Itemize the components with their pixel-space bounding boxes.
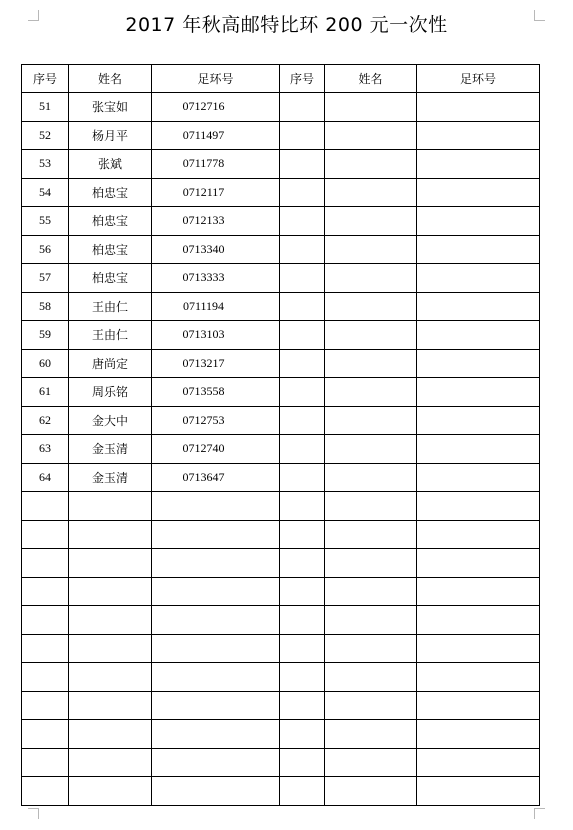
empty-cell (69, 577, 152, 606)
empty-cell (417, 606, 540, 635)
table-row (22, 207, 540, 236)
empty-cell (417, 264, 540, 293)
empty-cell (325, 606, 417, 635)
ring-number: 0711497 (182, 127, 225, 142)
ring-cell (152, 406, 280, 435)
empty-cell (325, 292, 417, 321)
seq-cell: 60 (22, 349, 69, 378)
table-row (22, 150, 540, 179)
empty-cell (152, 691, 280, 720)
empty-cell (280, 663, 325, 692)
empty-cell (325, 492, 417, 521)
empty-cell (280, 463, 325, 492)
empty-cell (325, 264, 417, 293)
name-cell: 王由仁 (69, 292, 152, 321)
empty-cell (325, 378, 417, 407)
table-row-empty (22, 549, 540, 578)
table-row-empty (22, 663, 540, 692)
table-row (22, 435, 540, 464)
name-cell: 杨月平 (69, 121, 152, 150)
table-row (22, 292, 540, 321)
empty-cell (152, 492, 280, 521)
empty-cell (325, 748, 417, 777)
empty-cell (152, 606, 280, 635)
table-row-empty (22, 520, 540, 549)
empty-cell (417, 577, 540, 606)
empty-cell (280, 435, 325, 464)
table-row-empty (22, 577, 540, 606)
empty-cell (325, 520, 417, 549)
empty-cell (152, 748, 280, 777)
empty-cell (69, 634, 152, 663)
seq-cell: 52 (22, 121, 69, 150)
empty-cell (325, 406, 417, 435)
ring-number: 0713333 (182, 270, 225, 285)
ring-cell (152, 378, 280, 407)
empty-cell (417, 178, 540, 207)
empty-cell (417, 121, 540, 150)
empty-cell (417, 321, 540, 350)
ring-number: 0711194 (182, 298, 225, 313)
empty-cell (280, 150, 325, 179)
empty-cell (69, 777, 152, 806)
table-row-empty (22, 777, 540, 806)
seq-cell: 59 (22, 321, 69, 350)
name-cell: 金大中 (69, 406, 152, 435)
empty-cell (152, 663, 280, 692)
empty-cell (69, 492, 152, 521)
empty-cell (280, 378, 325, 407)
empty-cell (152, 777, 280, 806)
name-cell: 周乐铭 (69, 378, 152, 407)
empty-cell (325, 121, 417, 150)
empty-cell (417, 235, 540, 264)
empty-cell (280, 406, 325, 435)
empty-cell (325, 178, 417, 207)
roster-table (21, 64, 540, 806)
empty-cell (325, 720, 417, 749)
empty-cell (69, 748, 152, 777)
empty-cell (280, 520, 325, 549)
empty-cell (152, 520, 280, 549)
empty-cell (280, 292, 325, 321)
header-name-right: 姓名 (325, 65, 417, 93)
ring-cell (152, 264, 280, 293)
seq-cell: 54 (22, 178, 69, 207)
empty-cell (152, 634, 280, 663)
seq-cell: 56 (22, 235, 69, 264)
empty-cell (325, 577, 417, 606)
ring-cell (152, 150, 280, 179)
empty-cell (417, 492, 540, 521)
empty-cell (417, 292, 540, 321)
seq-cell: 51 (22, 93, 69, 122)
empty-cell (325, 349, 417, 378)
seq-cell: 64 (22, 463, 69, 492)
seq-cell: 53 (22, 150, 69, 179)
ring-number: 0712740 (182, 441, 225, 456)
name-cell: 张斌 (69, 150, 152, 179)
name-cell: 柏忠宝 (69, 178, 152, 207)
table-row (22, 321, 540, 350)
empty-cell (325, 207, 417, 236)
empty-cell (69, 549, 152, 578)
ring-cell (152, 207, 280, 236)
empty-cell (22, 520, 69, 549)
empty-cell (69, 606, 152, 635)
table-row (22, 463, 540, 492)
ring-number: 0712117 (182, 184, 225, 199)
empty-cell (417, 435, 540, 464)
empty-cell (417, 349, 540, 378)
header-name-left: 姓名 (69, 65, 152, 93)
empty-cell (280, 634, 325, 663)
empty-cell (325, 321, 417, 350)
name-cell: 王由仁 (69, 321, 152, 350)
table-row (22, 178, 540, 207)
empty-cell (22, 606, 69, 635)
empty-cell (152, 577, 280, 606)
ring-cell (152, 178, 280, 207)
name-cell: 张宝如 (69, 93, 152, 122)
empty-cell (280, 691, 325, 720)
empty-cell (325, 663, 417, 692)
empty-cell (22, 663, 69, 692)
empty-cell (69, 663, 152, 692)
ring-cell (152, 435, 280, 464)
empty-cell (325, 463, 417, 492)
table-row (22, 93, 540, 122)
table-row (22, 264, 540, 293)
seq-cell: 55 (22, 207, 69, 236)
seq-cell: 58 (22, 292, 69, 321)
crop-mark-bottom-left (28, 808, 39, 819)
empty-cell (325, 150, 417, 179)
empty-cell (280, 606, 325, 635)
table-row-empty (22, 691, 540, 720)
name-cell: 柏忠宝 (69, 207, 152, 236)
empty-cell (325, 777, 417, 806)
empty-cell (417, 150, 540, 179)
empty-cell (325, 549, 417, 578)
ring-cell (152, 292, 280, 321)
ring-cell (152, 235, 280, 264)
empty-cell (325, 235, 417, 264)
name-cell: 金玉清 (69, 435, 152, 464)
ring-number: 0713217 (182, 355, 225, 370)
empty-cell (280, 207, 325, 236)
empty-cell (22, 777, 69, 806)
empty-cell (22, 748, 69, 777)
empty-cell (280, 577, 325, 606)
empty-cell (417, 378, 540, 407)
ring-cell (152, 321, 280, 350)
empty-cell (280, 321, 325, 350)
empty-cell (417, 777, 540, 806)
empty-cell (280, 121, 325, 150)
seq-cell: 63 (22, 435, 69, 464)
header-ring-right: 足环号 (417, 65, 540, 93)
table-row-empty (22, 634, 540, 663)
ring-cell (152, 93, 280, 122)
empty-cell (417, 463, 540, 492)
crop-mark-bottom-right (534, 808, 545, 819)
empty-cell (22, 492, 69, 521)
empty-cell (22, 549, 69, 578)
empty-cell (417, 549, 540, 578)
name-cell: 唐尚定 (69, 349, 152, 378)
empty-cell (69, 520, 152, 549)
ring-cell (152, 463, 280, 492)
ring-number: 0712753 (182, 412, 225, 427)
table-row-empty (22, 492, 540, 521)
empty-cell (280, 178, 325, 207)
empty-cell (417, 207, 540, 236)
empty-cell (325, 435, 417, 464)
empty-cell (417, 748, 540, 777)
empty-cell (417, 720, 540, 749)
ring-number: 0713558 (182, 384, 225, 399)
empty-cell (280, 777, 325, 806)
empty-cell (69, 691, 152, 720)
roster-body (22, 93, 540, 806)
ring-number: 0711778 (182, 156, 225, 171)
table-row (22, 121, 540, 150)
ring-number: 0713647 (182, 469, 225, 484)
seq-cell: 61 (22, 378, 69, 407)
empty-cell (22, 720, 69, 749)
empty-cell (22, 577, 69, 606)
table-row (22, 235, 540, 264)
empty-cell (417, 93, 540, 122)
name-cell: 金玉清 (69, 463, 152, 492)
table-row (22, 378, 540, 407)
empty-cell (280, 748, 325, 777)
empty-cell (417, 634, 540, 663)
empty-cell (280, 349, 325, 378)
empty-cell (152, 549, 280, 578)
table-row-empty (22, 606, 540, 635)
ring-number: 0712133 (182, 213, 225, 228)
header-seq-right: 序号 (280, 65, 325, 93)
empty-cell (417, 691, 540, 720)
name-cell: 柏忠宝 (69, 264, 152, 293)
empty-cell (280, 492, 325, 521)
empty-cell (280, 720, 325, 749)
empty-cell (280, 235, 325, 264)
ring-cell (152, 349, 280, 378)
table-row-empty (22, 748, 540, 777)
empty-cell (280, 93, 325, 122)
empty-cell (417, 406, 540, 435)
empty-cell (152, 720, 280, 749)
header-ring-left: 足环号 (152, 65, 280, 93)
table-row (22, 349, 540, 378)
header-row (22, 65, 540, 93)
ring-cell (152, 121, 280, 150)
empty-cell (325, 691, 417, 720)
empty-cell (325, 93, 417, 122)
page-title: 2017 年秋高邮特比环 200 元一次性 (125, 14, 448, 36)
empty-cell (280, 264, 325, 293)
empty-cell (417, 663, 540, 692)
empty-cell (22, 691, 69, 720)
seq-cell: 62 (22, 406, 69, 435)
table-row-empty (22, 720, 540, 749)
header-seq-left: 序号 (22, 65, 69, 93)
ring-number: 0713103 (182, 327, 225, 342)
empty-cell (417, 520, 540, 549)
name-cell: 柏忠宝 (69, 235, 152, 264)
table-row (22, 406, 540, 435)
empty-cell (69, 720, 152, 749)
empty-cell (22, 634, 69, 663)
ring-number: 0712716 (182, 99, 225, 114)
ring-number: 0713340 (182, 241, 225, 256)
seq-cell: 57 (22, 264, 69, 293)
empty-cell (325, 634, 417, 663)
empty-cell (280, 549, 325, 578)
